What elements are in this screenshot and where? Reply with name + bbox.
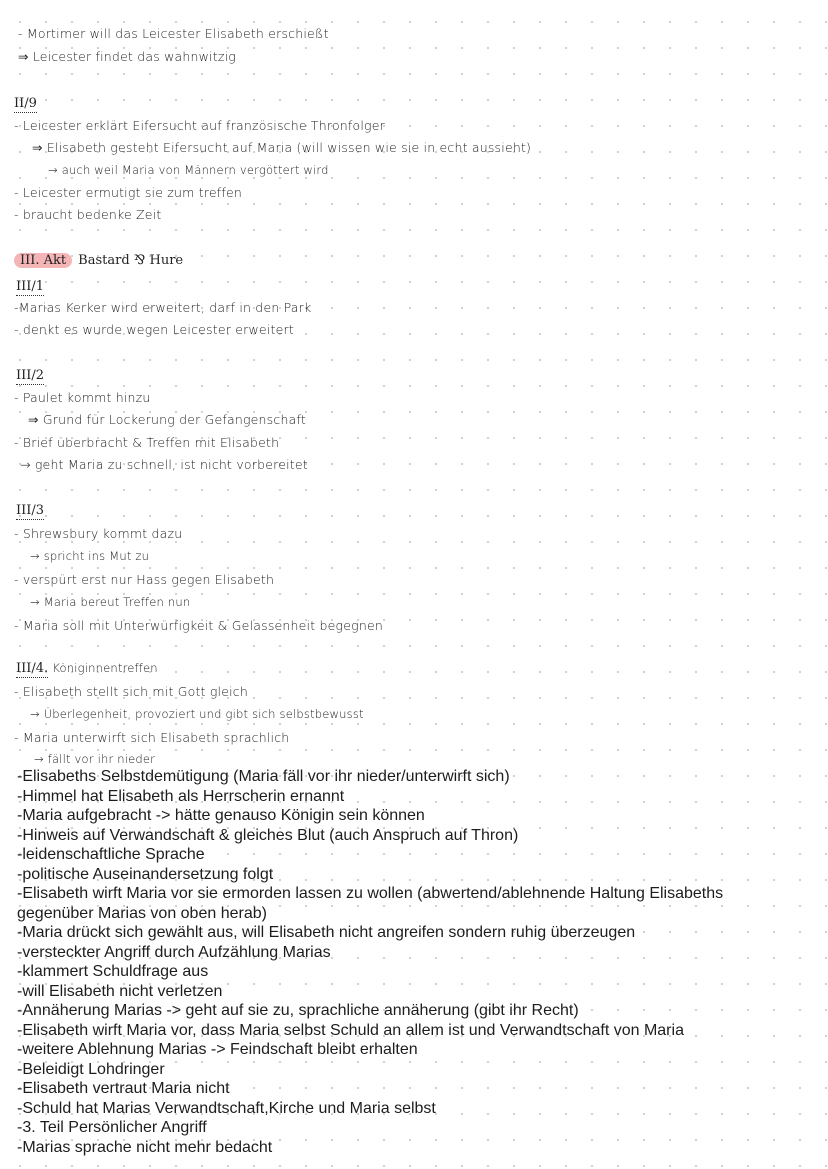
typed-line: -Elisabeths Selbstdemütigung (Maria fäll vor ihr nieder/unterwirft sich)	[17, 768, 510, 785]
section-heading: III/3	[16, 503, 45, 518]
typed-line: -Schuld hat Marias Verwandtschaft,Kirche und Maria selbst	[17, 1100, 436, 1117]
note-line: - Brief überbracht & Treffen mit Elisabeth	[14, 435, 280, 450]
typed-line: -Maria aufgebracht -> hätte genauso Königin sein können	[17, 807, 425, 824]
section-heading: III/4. Königinnentreffen	[16, 661, 158, 676]
typed-line: -leidenschaftliche Sprache	[17, 846, 205, 863]
note-line: - verspürt erst nur Hass gegen Elisabeth	[14, 572, 275, 587]
note-line: → auch weil Maria von Männern vergöttert wird	[48, 163, 329, 177]
typed-line: -Elisabeth wirft Maria vor, dass Maria selbst Schuld an allem ist und Verwandtschaft von Maria	[17, 1022, 684, 1039]
typed-line: gegenüber Marias von oben herab)	[17, 905, 267, 922]
note-line: - Maria soll mit Unterwürfigkeit & Gelassenheit begegnen	[14, 618, 383, 633]
typed-line: -politische Auseinandersetzung folgt	[17, 866, 274, 883]
note-line: - Maria unterwirft sich Elisabeth sprachlich	[14, 730, 290, 745]
note-line: - braucht bedenke Zeit	[14, 207, 162, 222]
note-line: ⇒ Elisabeth gesteht Eifersucht auf Maria (will wissen wie sie in echt aussieht)	[32, 140, 532, 155]
note-line: → fällt vor ihr nieder	[34, 752, 156, 766]
section-heading: II/9	[14, 96, 37, 111]
note-line: - denkt es wurde wegen Leicester erweitert	[14, 322, 294, 337]
typed-line: -Annäherung Marias -> geht auf sie zu, sprachliche annäherung (gibt ihr Recht)	[17, 1002, 579, 1019]
note-line: ⇒ Grund für Lockerung der Gefangenschaft	[28, 412, 306, 427]
typed-line: -Elisabeth vertraut Maria nicht	[17, 1080, 230, 1097]
typed-line: -Hinweis auf Verwandschaft & gleiches Blut (auch Anspruch auf Thron)	[17, 827, 519, 844]
note-line: - Leicester erklärt Eifersucht auf französische Thronfolger	[14, 118, 385, 133]
typed-line: -versteckter Angriff durch Aufzählung Marias	[17, 944, 331, 961]
typed-line: -Himmel hat Elisabeth als Herrscherin ernannt	[17, 788, 345, 805]
typed-line: -3. Teil Persönlicher Angriff	[17, 1119, 207, 1136]
note-line: -Marias Kerker wird erweitert, darf in den Park	[14, 300, 312, 315]
act-heading: III. Akt Bastard ⅋ Hure	[14, 253, 183, 268]
note-line: - Mortimer will das Leicester Elisabeth erschießt	[18, 26, 329, 41]
act-highlight: III. Akt	[14, 253, 72, 268]
typed-line: -Beleidigt Lohdringer	[17, 1061, 165, 1078]
typed-line: -Elisabeth wirft Maria vor sie ermorden lassen zu wollen (abwertend/ablehnende Haltung Elisabeths	[17, 885, 724, 902]
note-line: - Paulet kommt hinzu	[14, 390, 151, 405]
section-heading: III/2	[16, 368, 45, 383]
typed-line: -Marias sprache nicht mehr bedacht	[17, 1139, 273, 1156]
typed-line: -weitere Ablehnung Marias -> Feindschaft bleibt erhalten	[17, 1041, 418, 1058]
typed-line: -Maria drückt sich gewählt aus, will Elisabeth nicht angreifen sondern ruhig überzeugen	[17, 924, 636, 941]
note-line: → spricht ins Mut zu	[30, 549, 150, 563]
typed-line: -klammert Schuldfrage aus	[17, 963, 209, 980]
note-line: → Überlegenheit, provoziert und gibt sich selbstbewusst	[30, 707, 364, 721]
note-line: - Shrewsbury kommt dazu	[14, 526, 183, 541]
note-line: → geht Maria zu schnell, ist nicht vorbereitet	[20, 457, 308, 472]
section-heading: III/1	[16, 279, 45, 294]
note-line: - Leicester ermutigt sie zum treffen	[14, 185, 242, 200]
typed-line: -will Elisabeth nicht verletzen	[17, 983, 223, 1000]
note-line: - Elisabeth stellt sich mit Gott gleich	[14, 684, 248, 699]
note-line: ⇒ Leicester findet das wahnwitzig	[18, 49, 236, 64]
note-line: → Maria bereut Treffen nun	[30, 595, 191, 609]
